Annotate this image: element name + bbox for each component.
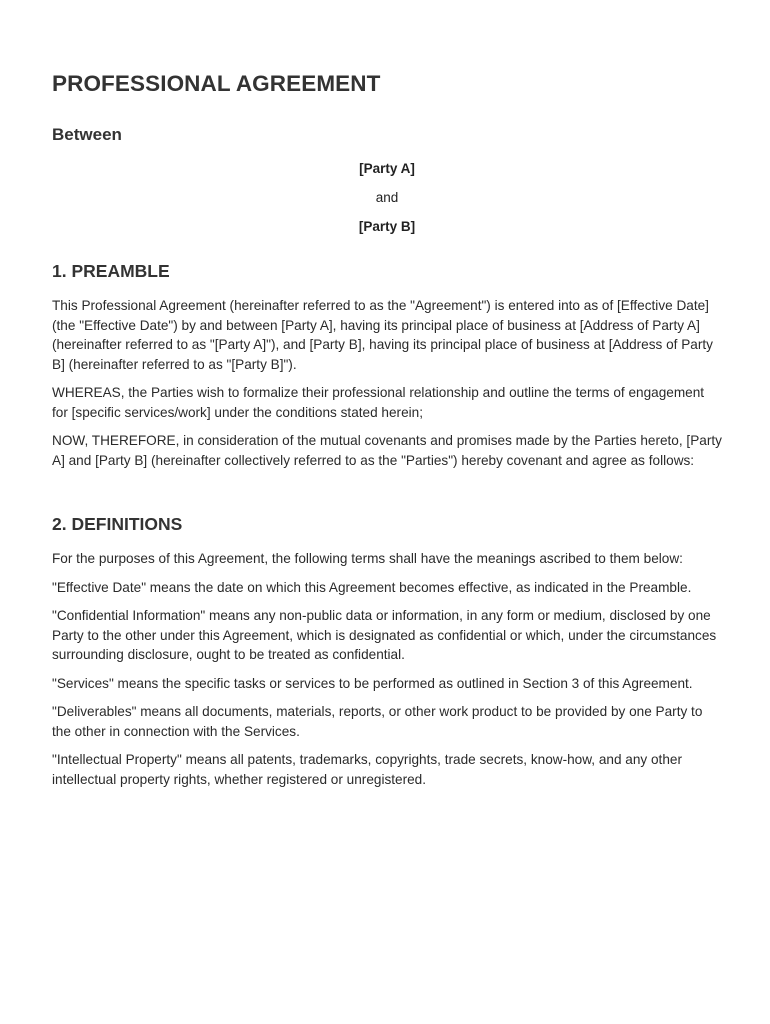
definitions-paragraph-5: "Deliverables" means all documents, materials, reports, or other work product to be provided by one Party to the other in connection with the Services. [52, 704, 703, 739]
preamble-paragraph-3: NOW, THEREFORE, in consideration of the mutual covenants and promises made by the Parties hereto, [Party A] and [Party B] (hereinafter collectively referred to as the "Parties") hereby covenant and agree as follows: [52, 433, 722, 468]
section-heading: 1. PREAMBLE [52, 261, 170, 281]
party-a-label: [Party A] [359, 161, 415, 176]
party-b-label: [Party B] [358, 219, 416, 234]
document-subtitle: Between [52, 125, 122, 144]
definitions-paragraph-1: For the purposes of this Agreement, the following terms shall have the meanings ascribed to them below: [52, 551, 683, 566]
definitions-paragraph-4: "Services" means the specific tasks or services to be performed as outlined in Section 3 of this Agreement. [52, 675, 693, 691]
definitions-paragraph-2: "Effective Date" means the date on which this Agreement becomes effective, as indicated in the Preamble. [52, 579, 692, 595]
preamble-paragraph-1: This Professional Agreement (hereinafter referred to as the "Agreement") is entered into as of [Effective Date] (the "Effective Date") by and between [Party A], having its principal place of business at [Address of Party A] (hereinafter referred to as "[Party A]"), and [Party B], having its principal place of business at [Address of Party B] (hereinafter referred to as "[Party B]"). [52, 298, 713, 372]
document-title: PROFESSIONAL AGREEMENT [52, 71, 381, 96]
section-preamble [52, 260, 722, 479]
preamble-paragraph-2: WHEREAS, the Parties wish to formalize their professional relationship and outline the terms of engagement for [specific services/work] under the conditions stated herein; [52, 385, 705, 420]
document-page [52, 68, 722, 787]
definitions-paragraph-3: "Confidential Information" means any non-public data or information, in any form or medium, disclosed by one Party to the other under this Agreement, which is designated as confidential or which, under the circumstances surrounding disclosure, ought to be treated as confidential. [52, 608, 717, 662]
definitions-paragraph-6: "Intellectual Property" means all patents, trademarks, copyrights, trade secrets, know-how, and any other intellectual property rights, whether registered or unregistered. [52, 752, 682, 787]
and-label: and [375, 190, 399, 205]
section-heading: 2. DEFINITIONS [52, 514, 183, 534]
parties-block [52, 160, 722, 247]
section-definitions [52, 513, 722, 798]
